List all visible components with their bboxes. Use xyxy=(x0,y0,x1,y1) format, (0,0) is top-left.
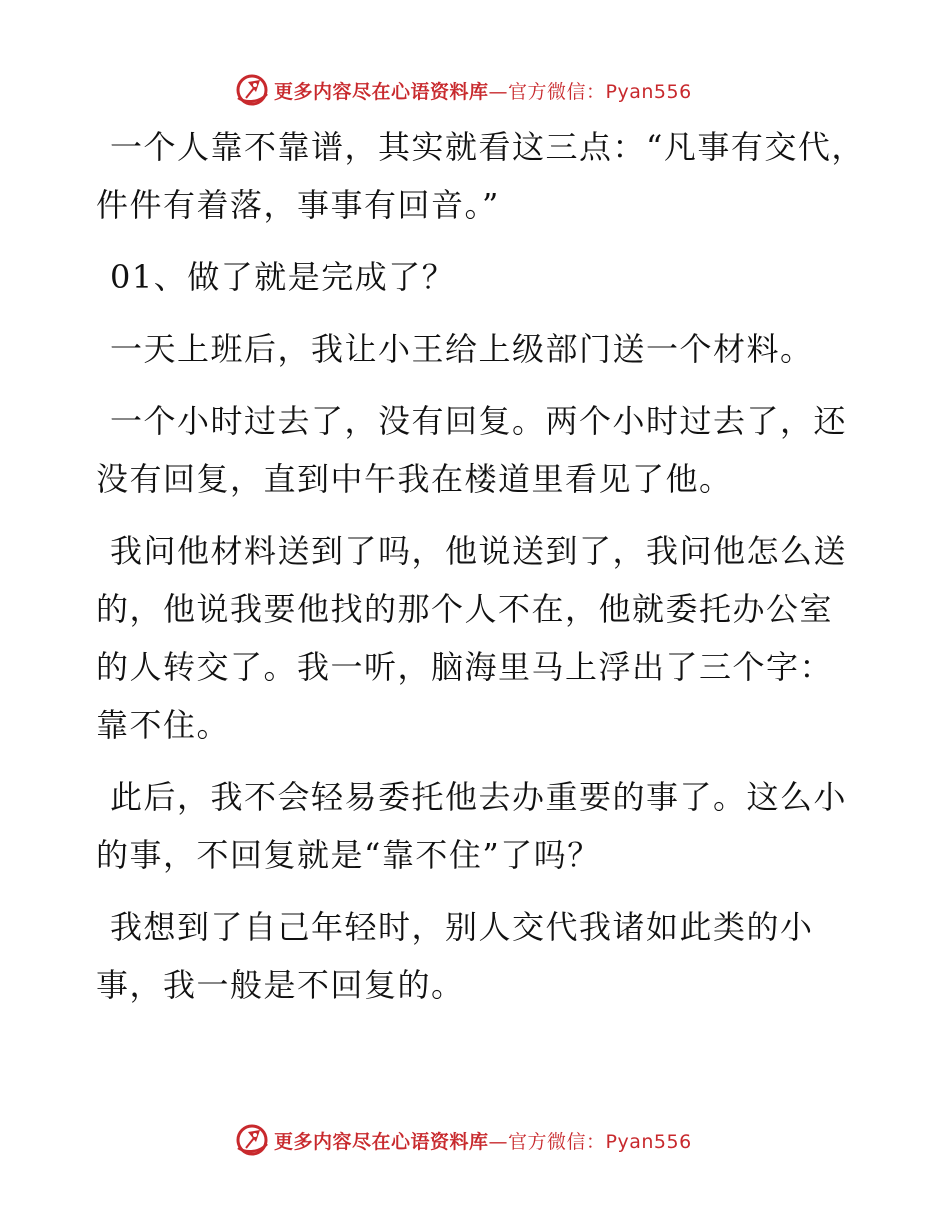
banner-dash: — xyxy=(488,80,509,103)
paragraph: 我想到了自己年轻时，别人交代我诸如此类的小事，我一般是不回复的。 xyxy=(96,908,814,1004)
section-heading: 01、做了就是完成了？ xyxy=(110,258,456,296)
paragraph: 一天上班后，我让小王给上级部门送一个材料。 xyxy=(110,330,814,368)
paragraph: 我问他材料送到了吗，他说送到了，我问他怎么送的，他说我要他找的那个人不在，他就委托办公室的人转交了。我一听，脑海里马上浮出了三个字：靠不住。 xyxy=(96,532,848,744)
banner-site-name: 更多内容尽在心语资料库 xyxy=(274,1130,489,1153)
pen-nib-circle-icon xyxy=(234,72,270,108)
header-banner xyxy=(234,70,714,110)
banner-site-name: 更多内容尽在心语资料库 xyxy=(274,80,489,103)
pen-nib-circle-icon xyxy=(234,1122,270,1158)
footer-banner xyxy=(234,1120,714,1160)
banner-text xyxy=(274,77,692,104)
banner-dash: — xyxy=(488,1130,509,1153)
paragraph: 一个小时过去了，没有回复。两个小时过去了，还没有回复，直到中午我在楼道里看见了他。 xyxy=(96,402,848,498)
banner-wechat-label: 官方微信： xyxy=(508,1130,606,1153)
banner-wechat-label: 官方微信： xyxy=(508,80,606,103)
banner-wechat-id: Pyan556 xyxy=(605,1130,692,1153)
paragraph: 一个人靠不靠谱，其实就看这三点：“凡事有交代，件件有着落，事事有回音。” xyxy=(96,128,865,224)
banner-wechat-id: Pyan556 xyxy=(605,80,692,103)
banner-text xyxy=(274,1127,692,1154)
document-body xyxy=(96,118,866,1014)
paragraph: 此后，我不会轻易委托他去办重要的事了。这么小的事，不回复就是“靠不住”了吗？ xyxy=(96,778,848,874)
